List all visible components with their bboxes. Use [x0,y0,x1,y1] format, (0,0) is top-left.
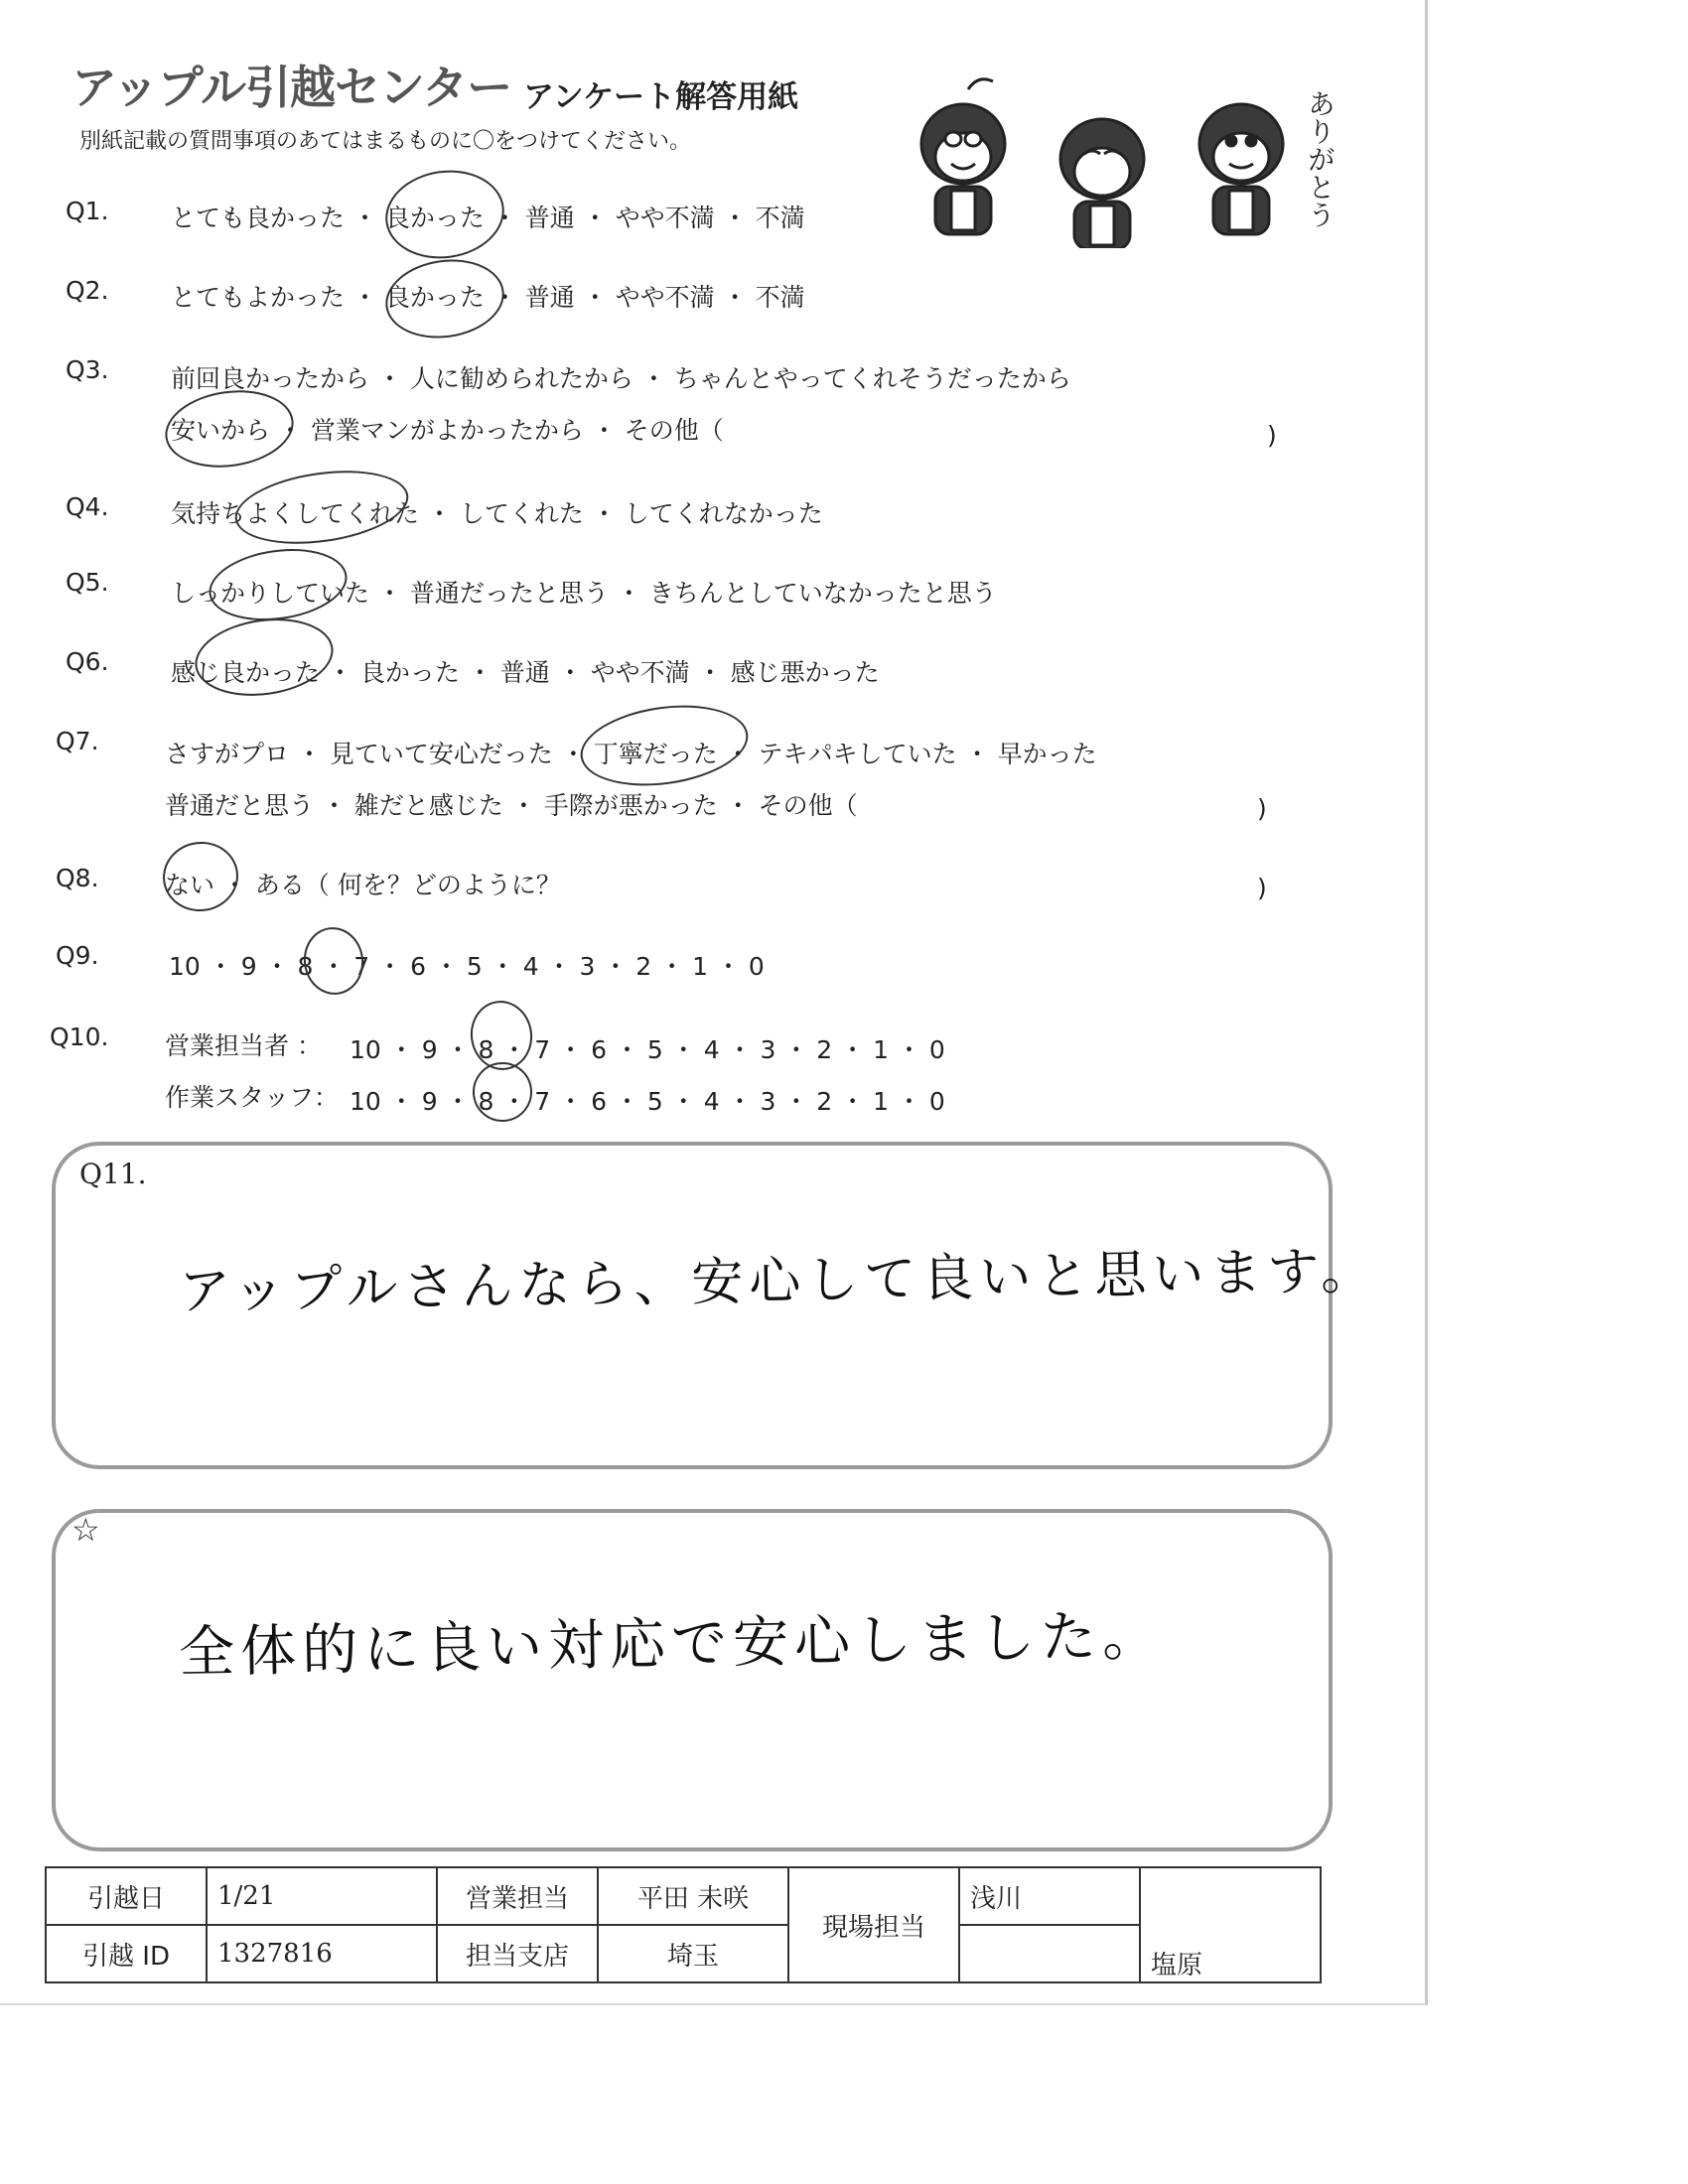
q1-options: とても良かった ・ 良かった ・ 普通 ・ やや不満 ・ 不満 [171,204,805,232]
footer-info-table [45,1866,1322,1983]
q8-label: Q8. [56,864,99,892]
q3-options-line2: 安いから ・ 営業マンがよかったから ・ その他（ [171,416,724,445]
brand-logo-text: アップル引越センター [71,61,512,114]
q3-options-line1: 前回良かったから ・ 人に勧められたから ・ ちゃんとやってくれそうだったから [171,364,1071,393]
q6-label: Q6. [66,647,109,676]
q2-label: Q2. [66,276,109,305]
move-date-value: 1/21 [207,1867,437,1925]
q5-options: しっかりしていた ・ 普通だったと思う ・ きちんとしていなかったと思う [171,579,997,608]
site-rep-value-1: 浅川 [959,1867,1140,1925]
q4-options: 気持ちよくしてくれた ・ してくれた ・ してくれなかった [171,499,823,528]
q3-paren-close: ) [1267,421,1277,450]
q8-paren-close: ) [1257,874,1267,902]
q5-label: Q5. [66,568,109,597]
q9-label: Q9. [56,941,99,970]
q10-staff-label: 作業スタッフ： [165,1083,340,1112]
q1-label: Q1. [66,197,109,225]
q7-options-line2: 普通だと思う ・ 雑だと感じた ・ 手際が悪かった ・ その他（ [165,791,858,820]
q10-sales-scale: 10 ・ 9 ・ 8 ・ 7 ・ 6 ・ 5 ・ 4 ・ 3 ・ 2 ・ 1 ・ 0 [350,1035,945,1064]
branch-value: 埼玉 [598,1925,788,1982]
q11-label: Q11. [79,1158,147,1190]
q9-scale: 10 ・ 9 ・ 8 ・ 7 ・ 6 ・ 5 ・ 4 ・ 3 ・ 2 ・ 1 ・ 0 [169,952,765,981]
q10-label: Q10. [50,1023,109,1051]
q7-paren-close: ) [1257,794,1267,823]
q6-options: 感じ良かった ・ 良かった ・ 普通 ・ やや不満 ・ 感じ悪かった [171,658,880,687]
q7-options-line1: さすがプロ ・ 見ていて安心だった ・ 丁寧だった ・ テキパキしていた ・ 早かった [165,740,1097,768]
q7-label: Q7. [56,727,99,755]
branch-label: 担当支店 [437,1925,598,1982]
thanks-vertical-text: ありがとう [1304,89,1336,228]
q8-options: ない ・ ある（ 何を？どのように？ [165,871,561,899]
move-date-label: 引越日 [46,1867,207,1925]
sales-rep-value: 平田 未咲 [598,1867,788,1925]
star-label: ☆ [71,1511,100,1549]
q10-staff-scale: 10 ・ 9 ・ 8 ・ 7 ・ 6 ・ 5 ・ 4 ・ 3 ・ 2 ・ 1 ・ 0 [350,1087,945,1116]
q2-options: とてもよかった ・ 良かった ・ 普通 ・ やや不満 ・ 不満 [171,283,805,312]
site-rep-value-2: 塩原 [1140,1867,1321,1982]
move-id-value: 1327816 [207,1925,437,1982]
q4-label: Q4. [66,492,109,521]
move-id-label: 引越 ID [46,1925,207,1982]
mascot-monkeys-illustration [874,69,1321,248]
instruction-text: 別紙記載の質問事項のあてはまるものに〇をつけてください。 [79,129,692,154]
q3-label: Q3. [66,355,109,384]
form-title: アンケート解答用紙 [523,79,799,115]
q11-handwritten-answer: アップルさんなら、安心して良いと思います。 [178,1241,1379,1322]
q10-sales-label: 営業担当者 ： [165,1031,322,1060]
site-rep-blank [959,1925,1140,1982]
site-rep-label: 現場担当 [788,1867,959,1982]
sales-rep-label: 営業担当 [437,1867,598,1925]
star-handwritten-answer: 全体的に良い対応で安心しました。 [178,1603,1165,1686]
